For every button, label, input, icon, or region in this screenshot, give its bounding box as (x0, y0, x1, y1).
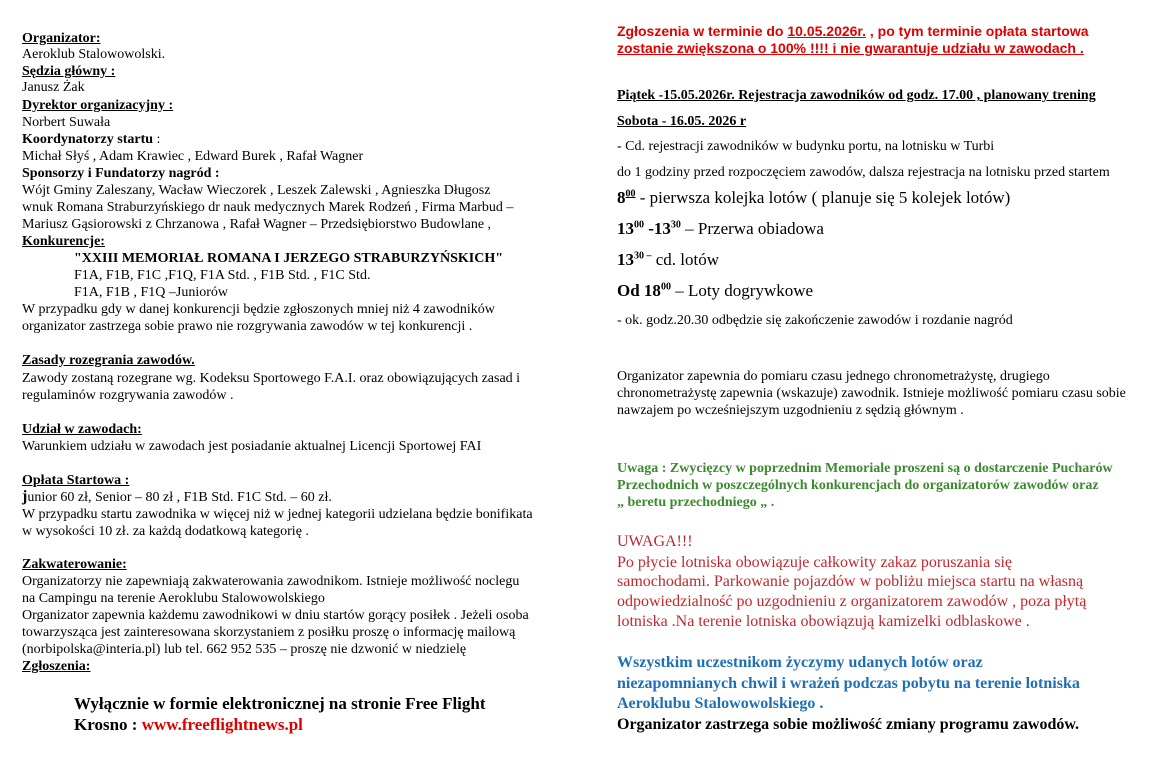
warning-line: samochodami. Parkowanie pojazdów w pobliżu miejsca startu na własną (617, 573, 1084, 590)
schedule-first-round: $8^{00}$ - pierwsza kolejka lotów ( planuje się 5 kolejek lotów) (617, 188, 1011, 207)
fee-line: junior 60 zł, Senior – 80 zł , F1B Std. F1C Std. – 60 zł. (22, 488, 332, 505)
program-change-note: Organizator zastrzega sobie możliwość zmiany programu zawodów. (617, 716, 1080, 733)
director-value: Norbert Suwała (22, 115, 111, 130)
sponsors-heading: Sponsorzy i Fundatorzy nagród : (22, 166, 220, 181)
participation-line: Warunkiem udziału w zawodach jest posiadanie aktualnej Licencji Sportowej FAI (22, 439, 482, 454)
sponsors-line: wnuk Romana Straburzyńskiego dr nauk medycznych Marek Rodzeń , Firma Marbud – (22, 200, 514, 215)
warning-line: odpowiedzialność po uzgodnieniu z organizatorem zawodów , poza płytą (617, 593, 1087, 610)
accommodation-line: Organizator zapewnia każdemu zawodnikowi w dniu startów gorący posiłek . Jeżeli osoba (22, 608, 529, 623)
accommodation-line: Organizatorzy nie zapewniają zakwaterowania zawodnikom. Istnieje możliwość noclegu (22, 574, 520, 589)
judge-value: Janusz Żak (22, 80, 85, 95)
organizer-value: Aeroklub Stalowowolski. (22, 47, 166, 62)
contests-note: W przypadku gdy w danej konkurencji będzie zgłoszonych mniej niż 4 zawodników (22, 302, 495, 317)
warning-heading: UWAGA!!! (617, 533, 693, 550)
rules-line: Zawody zostaną rozegrane wg. Kodeksu Sportowego F.A.I. oraz obowiązujących zasad i (22, 371, 521, 386)
deadline-notice: Zgłoszenia w terminie do 10.05.2026r. , po tym terminie opłata startowa (617, 23, 1089, 39)
schedule-resume: $13^{30 -}$ cd. lotów (617, 250, 720, 269)
contest-classes: F1A, F1B, F1C ,F1Q, F1A Std. , F1B Std. , F1C Std. (74, 268, 371, 283)
accommodation-line: na Campingu na terenie Aeroklubu Stalowowolskiego (22, 591, 325, 606)
memorial-title: "XXIII MEMORIAŁ ROMANA I JERZEGO STRABURZYŃSKICH" (74, 251, 503, 266)
accommodation-line: towarzysząca jest zainteresowana skorzystaniem z posiłku proszę o informację mailową (22, 625, 516, 640)
timing-line: Organizator zapewnia do pomiaru czasu jednego chronometrażystę, drugiego (617, 369, 1050, 384)
trophy-note: Przechodnich w poszczególnych konkurencjach do organizatorów zawodów oraz (617, 478, 1099, 493)
saturday-heading: Sobota - 16.05. 2026 r (617, 114, 747, 129)
sponsors-line: Mariusz Gąsiorowski z Chrzanowa , Rafał Wagner – Przedsiębiorstwo Budowlane , (22, 217, 492, 232)
coordinators-heading: Koordynatorzy startu : (22, 132, 161, 147)
registration-heading: Zgłoszenia: (22, 659, 91, 674)
fee-line: w wysokości 10 zł. za każdą dodatkową kategorię . (22, 524, 309, 539)
wishes-line: niezapomnianych chwil i wrażeń podczas pobytu na terenie lotniska (617, 675, 1080, 692)
fee-line: W przypadku startu zawodnika w więcej niż w jednej kategorii udzielana będzie bonifikata (22, 507, 533, 522)
registration-link[interactable]: www.freeflightnews.pl (141, 715, 303, 734)
friday-schedule: Piątek -15.05.2026r. Rejestracja zawodników od godz. 17.00 , planowany trening (617, 88, 1096, 103)
rules-line: regulaminów rozgrywania zawodów . (22, 388, 234, 403)
wishes-line: Wszystkim uczestnikom życzymy udanych lotów oraz (617, 654, 983, 671)
contest-classes-junior: F1A, F1B , F1Q –Juniorów (74, 285, 229, 300)
wishes-line: Aeroklubu Stalowowolskiego . (617, 695, 824, 712)
schedule-lunch: $13^{00}$ $-13^{30}$ – Przerwa obiadowa (617, 219, 824, 238)
accommodation-heading: Zakwaterowanie: (22, 557, 127, 572)
trophy-note: Uwaga : Zwycięzcy w poprzednim Memoriale proszeni są o dostarczenie Pucharów (617, 461, 1113, 476)
rules-heading: Zasady rozegrania zawodów. (22, 353, 195, 368)
contests-heading: Konkurencje: (22, 234, 105, 249)
organizer-heading: Organizator: (22, 31, 101, 46)
fee-heading: Opłata Startowa : (22, 473, 130, 488)
coordinators-value: Michał Słyś , Adam Krawiec , Edward Burek , Rafał Wagner (22, 149, 364, 164)
contests-note: organizator zastrzega sobie prawo nie rozgrywania zawodów w tej konkurencji . (22, 319, 473, 334)
schedule-end: - ok. godz.20.30 odbędzie się zakończenie zawodów i rozdanie nagród (617, 313, 1013, 328)
trophy-note: „ beretu przechodniego „ . (617, 495, 775, 510)
director-heading: Dyrektor organizacyjny : (22, 98, 174, 113)
timing-line: chronometrażystę zapewnia (wskazuje) zawodnik. Istnieje możliwość pomiaru czasu sobie (617, 386, 1126, 401)
saturday-line: do 1 godziny przed rozpoczęciem zawodów, dalsza rejestracja na lotnisku przed startem (617, 165, 1110, 180)
registration-line: Krosno : www.freeflightnews.pl (74, 715, 303, 734)
participation-heading: Udział w zawodach: (22, 422, 142, 437)
timing-line: nawzajem po wcześniejszym uzgodnieniu z sędzią głównym . (617, 403, 964, 418)
registration-line: Wyłącznie w formie elektronicznej na stronie Free Flight (74, 694, 486, 713)
saturday-line: - Cd. rejestracji zawodników w budynku portu, na lotnisku w Turbi (617, 139, 995, 154)
accommodation-contact: (norbipolska@interia.pl) lub tel. 662 952 535 – proszę nie dzwonić w niedzielę (22, 642, 467, 657)
warning-line: Po płycie lotniska obowiązuje całkowity zakaz poruszania się (617, 554, 1012, 571)
warning-line: lotniska .Na terenie lotniska obowiązują kamizelki odblaskowe . (617, 613, 1030, 630)
deadline-notice: zostanie zwiększona o 100% !!!! i nie gwarantuje udziału w zawodach . (617, 40, 1084, 56)
schedule-flyoff: Od $18^{00}$ – Loty dogrywkowe (617, 281, 814, 300)
sponsors-line: Wójt Gminy Zaleszany, Wacław Wieczorek , Leszek Zalewski , Agnieszka Długosz (22, 183, 491, 198)
judge-heading: Sędzia główny : (22, 64, 116, 79)
